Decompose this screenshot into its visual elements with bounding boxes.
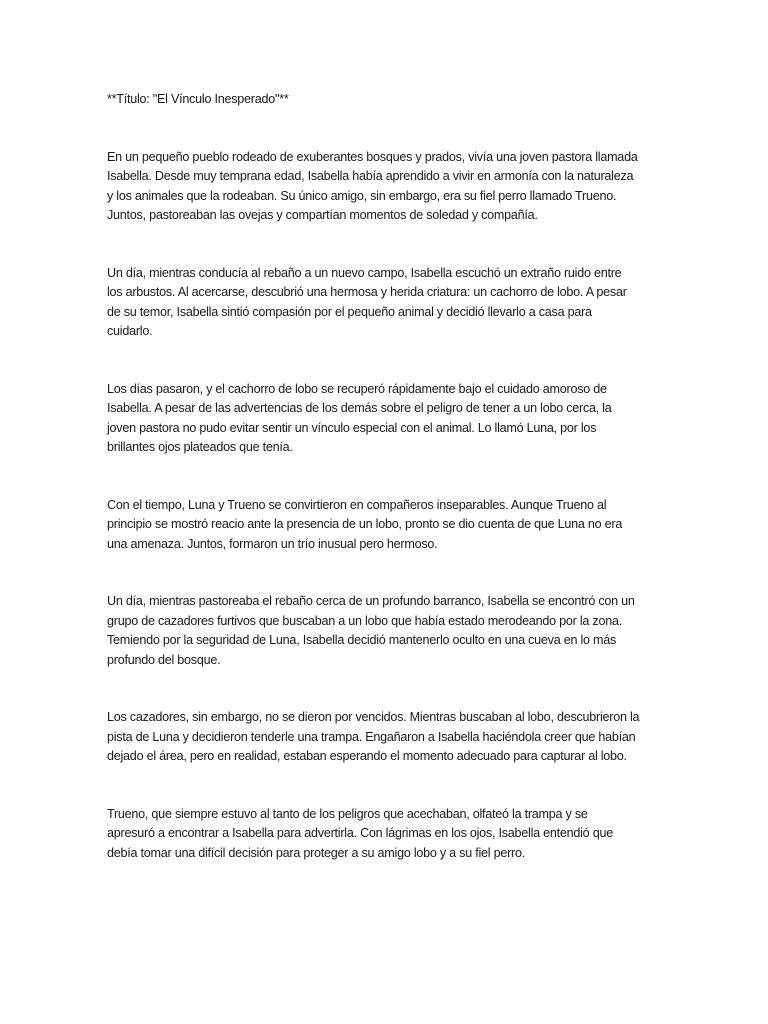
text-line: dejado el área, pero en realidad, estaban esperando el momento adecuado para capturar al lobo. bbox=[107, 749, 627, 763]
text-line: Isabella. Desde muy temprana edad, Isabella había aprendido a vivir en armonía con la naturaleza bbox=[107, 169, 634, 183]
document-body bbox=[107, 90, 667, 901]
text-line: profundo del bosque. bbox=[107, 652, 221, 667]
text-line: Los cazadores, sin embargo, no se dieron por vencidos. Mientras buscaban al lobo, descubrieron la bbox=[107, 710, 640, 724]
paragraph bbox=[107, 805, 667, 864]
text-line: cuidarlo. bbox=[107, 324, 153, 338]
text-line: una amenaza. Juntos, formaron un trío inusual pero hermoso. bbox=[107, 536, 438, 551]
text-line: Con el tiempo, Luna y Trueno se convirtieron en compañeros inseparables. Aunque Trueno al bbox=[107, 497, 607, 512]
text-line: Trueno, que siempre estuvo al tanto de los peligros que acechaban, olfateó la trampa y se bbox=[107, 806, 588, 821]
text-line: debía tomar una difícil decisión para proteger a su amigo lobo y a su fiel perro. bbox=[107, 845, 525, 860]
text-line: de su temor, Isabella sintió compasión por el pequeño animal y decidió llevarlo a casa para bbox=[107, 304, 592, 319]
text-line: Los días pasaron, y el cachorro de lobo se recuperó rápidamente bajo el cuidado amoroso de bbox=[107, 381, 607, 396]
text-line: y los animales que la rodeaban. Su único amigo, sin embargo, era su fiel perro llamado Trueno. bbox=[107, 188, 617, 203]
text-line: Un día, mientras pastoreaba el rebaño cerca de un profundo barranco, Isabella se encontró con un bbox=[107, 594, 635, 608]
text-line: Isabella. A pesar de las advertencias de los demás sobre el peligro de tener a un lobo cerca, la bbox=[107, 401, 612, 415]
text-line: principio se mostró reacio ante la presencia de un lobo, pronto se dio cuenta de que Luna no era bbox=[107, 517, 623, 531]
paragraph bbox=[107, 592, 667, 670]
text-line: joven pastora no pudo evitar sentir un vínculo especial con el animal. Lo llamó Luna, por los bbox=[107, 420, 597, 435]
paragraph bbox=[107, 708, 667, 767]
paragraph bbox=[107, 380, 667, 458]
text-line: pista de Luna y decidieron tenderle una trampa. Engañaron a Isabella haciéndola creer que habían bbox=[107, 729, 636, 744]
paragraph bbox=[107, 496, 667, 555]
paragraph bbox=[107, 148, 667, 226]
document-title: **Título: "El Vínculo Inesperado"** bbox=[107, 92, 289, 106]
text-line: Temiendo por la seguridad de Luna, Isabella decidió mantenerlo oculto en una cueva en lo más bbox=[107, 633, 617, 647]
text-line: Un día, mientras conducía al rebaño a un nuevo campo, Isabella escuchó un extraño ruido entre bbox=[107, 265, 622, 280]
text-line: En un pequeño pueblo rodeado de exuberantes bosques y prados, vivía una joven pastora llamada bbox=[107, 149, 638, 164]
text-line: brillantes ojos plateados que tenía. bbox=[107, 440, 293, 454]
paragraph bbox=[107, 264, 667, 342]
text-line: los arbustos. Al acercarse, descubrió una hermosa y herida criatura: un cachorro de lobo. A pesar bbox=[107, 285, 627, 299]
text-line: Juntos, pastoreaban las ovejas y compartían momentos de soledad y compañía. bbox=[107, 208, 538, 222]
text-line: apresuró a encontrar a Isabella para advertirla. Con lágrimas en los ojos, Isabella entendió que bbox=[107, 826, 613, 840]
text-line: grupo de cazadores furtivos que buscaban a un lobo que había estado merodeando por la zona. bbox=[107, 613, 622, 628]
